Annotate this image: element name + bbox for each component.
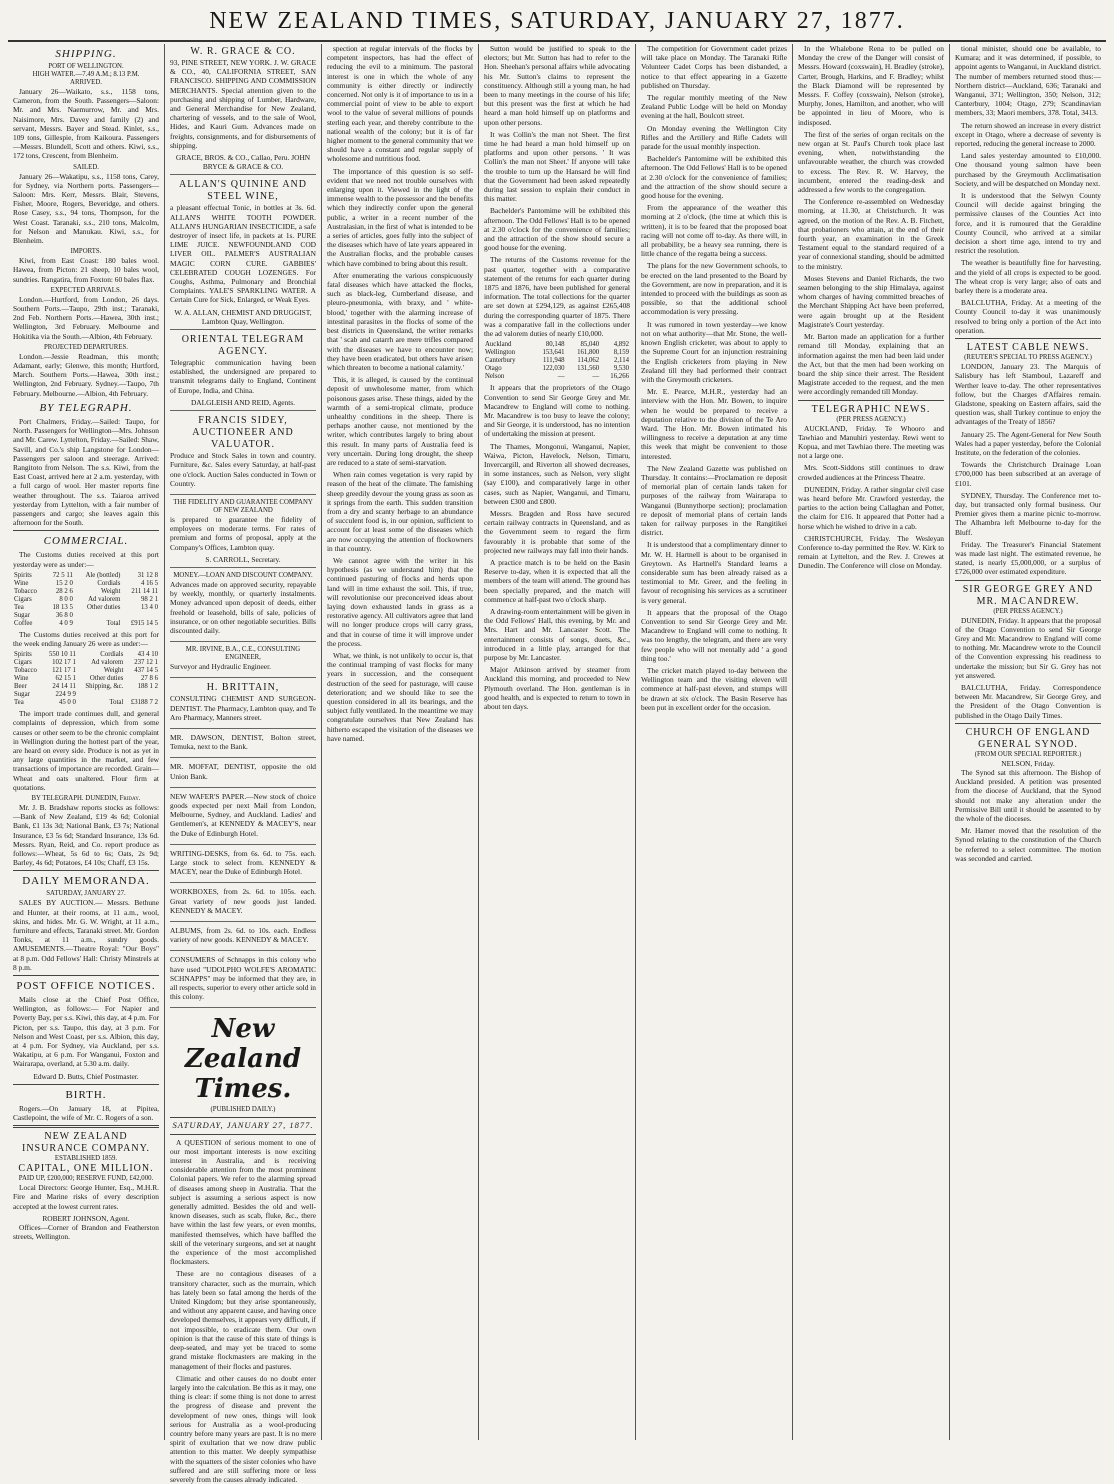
table-cell: 4 16 5: [141, 579, 158, 587]
telegraphic-news-source: (PER PRESS AGENCY.): [836, 415, 906, 423]
table-row: [13, 596, 159, 604]
insurance-text: Local Directors: George Hunter, Esq., M.H.R. Fire and Marine risks of every description accepted at the lowest current rates.: [13, 1183, 159, 1211]
memoranda-date: SATURDAY, JANUARY 27.: [46, 890, 126, 898]
divider: [955, 338, 1101, 339]
table-cell: 27 8 6: [141, 675, 158, 683]
ad-text: CONSULTING CHEMIST AND SURGEON-DENTIST. The Pharmacy, Lambton quay, and Te Aro Pharmacy, Manners street.: [170, 694, 316, 722]
table-row: [484, 373, 630, 381]
table-cell: —: [557, 373, 565, 381]
synod-heading: CHURCH OF ENGLAND GENERAL SYNOD.: [965, 726, 1091, 750]
article-paragraph: Mrs. Scott-Siddons still continues to draw crowded audiences at the Princess Theatre.: [798, 463, 944, 482]
table-cell: Tobacco: [14, 667, 37, 675]
table-cell: 98 2 1: [141, 595, 158, 603]
divider: [170, 1134, 316, 1135]
table-cell: 9,530: [613, 365, 629, 373]
advertisement-schnapps: [170, 953, 316, 1008]
article-paragraph: On Monday evening the Wellington City Rifles and the Artillery and Rifle Cadets will parade for the usual monthly inspection.: [641, 123, 787, 152]
imports-heading: IMPORTS.: [70, 248, 102, 256]
article-paragraph: Sutton would be justified to speak to the electors; but Mr. Sutton has had to refer to the Hon. Sheehan's personal affairs while advocating his Mr. Sutton's claims to represent the constituency. Although still a young man, he had been to many meetings in the course of his life; but this present was the first at which he had heard a man hold himself up on platforms and upon other persons.: [484, 44, 630, 127]
article-paragraph: The cricket match played to-day between the Wellington team and the visiting eleven will commence at half-past eleven, and stumps will be drawn at six o'clock. The Basin Reserve has been put in excellent order for the occasion.: [641, 666, 787, 712]
table-row: [13, 588, 159, 596]
table-cell: 24 14 11: [52, 683, 76, 691]
post-office-heading: POST OFFICE NOTICES.: [16, 980, 156, 993]
leader-date: SATURDAY, JANUARY 27, 1877.: [172, 1120, 314, 1131]
table-cell: —: [592, 373, 600, 381]
table-cell: Ad valorem: [88, 595, 121, 603]
article-paragraph: DUNEDIN, Friday. A rather singular civil case was heard before Mr. Crawford yesterday, the parties to the action being Callaghan and Potter, the claim for £16. It appeared that Potter had a horse which he wished to drive in a cab.: [798, 484, 944, 531]
customs-week-table: [13, 651, 159, 707]
synod-source: (FROM OUR SPECIAL REPORTER.): [974, 750, 1082, 758]
advertisement-wafers: [170, 790, 316, 845]
birth-heading: BIRTH.: [65, 1088, 107, 1101]
article-paragraph: The plans for the new Government schools, to be erected on the land presented to the Board by the Government, are now in preparation, and it is intended to proceed with the buildings as soon as possible, so that the additional school accommodation is very pressing.: [641, 261, 787, 317]
table-cell: 4 0 9: [59, 619, 73, 627]
article-paragraph: The returns of the Customs revenue for the past quarter, together with a comparative statement of the returns for each quarter during 1875 and 1876, have been published for general information. The total collections for the quarter are set down at £294,129, as against £265,408 during the corresponding quarter of 1875. There was a comparative fall in the collections under the ad valorem duties of nearly £10,000.: [484, 255, 630, 339]
table-cell: Tea: [14, 603, 24, 611]
ad-signature: DALGLEISH AND REID, Agents.: [190, 397, 296, 407]
article-paragraph: The first of the series of organ recitals on the new organ at St. Paul's Church took place last evening, when, notwithstanding the unfavourable weather, the church was crowded to excess. The Rev. R. W. Harvey, the incumbent, entered the reading-desk and addressed a few words to the congregation.: [798, 129, 944, 195]
ad-text: Surveyor and Hydraulic Engineer.: [170, 662, 271, 672]
insurance-agent: ROBERT JOHNSON, Agent.: [42, 1213, 130, 1223]
article-paragraph: The competition for Government cadet prizes will take place on Monday. The Taranaki Rifle Volunteer Cadet Corps has been disbanded, a notice to that effect appearing in a Gazette published on Thursday.: [641, 44, 787, 90]
table-cell: Weight: [103, 667, 124, 675]
table-cell: [121, 612, 159, 620]
column-4: [479, 44, 636, 1440]
projected-text: London.—Jessie Readman, this month; Adamant, early; Glenwe, this month; Hurtford, March. Southern Ports.—Hawea, 30th inst.; Wellington, 2nd February. Sydney.—Taupo, 7th February. Melbourne.—Albion, 4th February.: [13, 351, 159, 398]
article-paragraph: Major Atkinson arrived by steamer from Auckland this morning, and proceeded to New Plymouth overland. The Hon. gentleman is in good health, and is expected to return to town in about ten days.: [484, 665, 630, 711]
divider: [798, 400, 944, 401]
page-columns: [8, 44, 1106, 1484]
article-paragraph: spection at regular intervals of the flocks by competent inspectors, has had the effect of reducing the evil to a minimum. The pastoral interest is one in which the whole of any community is either directly or indirectly concerned. Not only is it of importance to us in a commercial point of view to be able to export wool to the value of several millions of pounds sterling each year, and thereby contribute to the national wealth of the colony; but it is of far higher moment to the general community that we should have a constant and regular supply of wholesome and nutritious food.: [327, 44, 473, 164]
advertisement-oriental-telegram: [170, 332, 316, 411]
table-cell: Weight: [100, 587, 121, 595]
leader-paragraph: A QUESTION of serious moment to one of our most important interests is now exciting interest in Australia, and is receiving considerable attention from the most prominent Colonial papers. We refer to the alarming spread of diseases among sheep in Australia. That the subject is assuming a serious aspect is now generally admitted. Besides the old and well-known diseases, such as scab, fluke, &c., there have within the last few years, or even months, manifested themselves, which have baffled the skill of the veterinary surgeons, and set at naught the experience of the most accomplished flockmasters.: [170, 1137, 316, 1267]
table-cell: 114,062: [577, 357, 600, 365]
column-2: [165, 44, 322, 1484]
ad-text: Produce and Stock Sales in town and country. Furniture, &c. Sales every Saturday, at half-past one o'clock. Auction Sales conducted in Town or Country.: [170, 451, 316, 488]
table-cell: 211 14 11: [131, 587, 158, 595]
column-1: [8, 44, 165, 1440]
commercial-heading: COMMERCIAL.: [43, 535, 129, 548]
insurance-capital: CAPITAL, ONE MILLION.: [18, 1163, 154, 1175]
article-paragraph: The Thames, Mongonui, Wanganui, Napier, Waiwa, Picton, Havelock, Nelson, Timaru, Invercargill, and Riverton all showed decreases, in some instances, such as Nelson, very slight (say £100), and comparatively large in other cases, such as Napier, Wanganui, and Timaru, between £300 and £800.: [484, 441, 630, 506]
table-row: [484, 341, 630, 349]
table-row: [13, 651, 159, 659]
article-paragraph: The importance of this question is so self-evident that we need not trouble ourselves with enlarging upon it. Viewed in the light of the immense wealth to the possessor and the benefits which they indirectly confer upon the general public, a writer in a recent number of the Australasian, in the first of what is intended to be a series of articles, goes fully into the subject of the diseases which have of late years appeared in the Australian flocks, and the probable causes which have combined to bring about this result.: [327, 166, 473, 268]
article-paragraph: In the Whalebone Rena to be pulled on Monday the crew of the Danger will consist of Messrs. Howard (coxswain), H. Bradley (stroke), Carter, Brough, Harkins, and F. Bradley; whilst the Black Diamond will be represented by Messrs. F. Coffey (coxswain), Nelson (stroke), Murphy, Jones, Hamilton, and another, who will be appointed in lieu of Moore, who is indisposed.: [798, 44, 944, 127]
market-text: The import trade continues dull, and general complaints of depression, which from some causes or other seem to be the chronic complaint in Wellington during the hottest part of the year, are heard on every side. Produce is not as yet in any large quantities in the market, and few transactions of importance are recorded. Grain—Wheat and oats unaltered. Flour firm at quotations.: [13, 709, 159, 792]
table-row: [484, 357, 630, 365]
table-cell: [124, 691, 159, 699]
insurance-paid-up: PAID UP, £200,000; RESERVE FUND, £42,000.: [18, 1175, 154, 1183]
table-cell: 8 0 0: [59, 595, 73, 603]
post-office-text: Mails close at the Chief Post Office, Wellington, as follows:— For Napier and Poverty Bay, per s.s. Kiwi, this day, at 4 p.m. For Picton, per s.s. Taupo, this day, at 3 p.m. For Nelson and West Coast, per s.s. Albion, this day, at 4 p.m. For Sydney, via Auckland, per s.s. Wakatipu, at 6 p.m. For Wanganui, Foxton and Wairarapa, overland, at 5.30 a.m. daily.: [13, 995, 159, 1069]
table-cell: 237 12 1: [134, 659, 158, 667]
sailed-text: January 26—Wakatipu, s.s., 1158 tons, Carey, for Sydney, via Northern ports. Passengers—Saloon: Mrs. Kerr, Messrs. Blair, Stevens, Fisher, Moore, Rogers, Beveridge, and others. Rose Casey, s.s., 94 tons, Thompson, for the West Coast. Taranaki, s.s., 210 tons, Malcolm, for Nelson and Manukau. Kiwi, s.s., for Blenheim.: [13, 171, 159, 246]
divider: [13, 870, 159, 871]
table-cell: 153,641: [542, 349, 565, 357]
table-cell: 188 1 2: [137, 683, 158, 691]
table-cell: Auckland: [485, 341, 512, 349]
ad-signature: S. CARROLL, Secretary.: [205, 554, 281, 564]
insurance-offices: Offices—Corner of Brandon and Featherston streets, Wellington.: [13, 1223, 159, 1242]
advertisement-albums: [170, 924, 316, 951]
ad-text: 93, PINE STREET, NEW YORK. J. W. GRACE & CO., 40, CALIFORNIA STREET, SAN FRANCISCO. SHIPPING AND COMMISSION MERCHANTS. Special attention given to the purchasing and shipping of Lumber, Hardware, and General Merchandise for New Zealand, chartering of vessels, and to the sale of Wool, Hides, and Kauri Gum. Advances made on freights, consignments, and for disbursements of shipping.: [170, 58, 316, 150]
table-row: [13, 580, 159, 588]
customs-revenue-table: [484, 341, 630, 381]
customs-table: [13, 572, 159, 628]
table-cell: 4,892: [613, 341, 629, 349]
table-row: [13, 675, 159, 683]
expected-text: London.—Hurtford, from London, 26 days. Southern Ports.—Taupo, 29th inst.; Taranaki, 2nd Feb. Northern Ports.—Hawea, 30th inst.; Wellington, 3rd February. Melbourne and Hokitika via the South.—Albion, 4th February.: [13, 294, 159, 341]
birth-text: Rogers.—On January 18, at Pipitea, Castlepoint, the wife of Mr. C. Rogers of a son.: [13, 1103, 159, 1123]
divider: [13, 530, 159, 531]
dunedin-heading: BY TELEGRAPH. DUNEDIN, Friday.: [31, 794, 141, 802]
table-row: [13, 691, 159, 699]
table-cell: 13 4 0: [141, 603, 158, 611]
column-5: [636, 44, 793, 1440]
port-line: PORT OF WELLINGTON.: [48, 63, 124, 70]
ad-heading: FRANCIS SIDEY, AUCTIONEER AND VALUATOR.: [192, 415, 294, 451]
table-row: [13, 667, 159, 675]
article-paragraph: Towards the Christchurch Drainage Loan £700,000 has been subscribed at an average of £101.: [955, 460, 1101, 488]
table-cell: 2,114: [613, 357, 629, 365]
expected-heading: EXPECTED ARRIVALS.: [50, 286, 122, 294]
article-paragraph: A drawing-room entertainment will be given in the Odd Fellows' Hall, this evening, by Mr. and Mrs. Hart and Mr. Lancaster Scott. The entertainment consists of songs, duets, &c., introduced in a little play, arranged for that purpose by Mr. Lancaster.: [484, 606, 630, 662]
ad-text: WORKBOXES, from 2s. 6d. to 105s. each. Great variety of new goods just landed. KENNEDY & MACEY.: [170, 887, 316, 915]
published-daily: (PUBLISHED DAILY.): [210, 1106, 276, 1114]
advertisement-sidey: [170, 413, 316, 495]
article-paragraph: BALCLUTHA, Friday. At a meeting of the County Council to-day it was unanimously resolved to bring only a portion of the Act into operation.: [955, 298, 1101, 335]
newspaper-nameplate: New Zealand Times.: [184, 1014, 302, 1105]
table-cell: Spirits: [14, 651, 32, 659]
advertisement-workboxes: [170, 885, 316, 922]
ad-signature: W. A. ALLAN, CHEMIST AND DRUGGIST, Lambton Quay, Wellington.: [174, 307, 312, 326]
arrived-heading: ARRIVED.: [70, 79, 102, 86]
projected-heading: PROJECTED DEPARTURES.: [44, 343, 128, 351]
table-row: [13, 699, 159, 707]
ad-heading: ALLAN'S QUININE AND STEEL WINE,: [178, 179, 307, 203]
leader-paragraph: These are no contagious diseases of a transitory character, such as the murrain, which has lately been so fatal among the herds of the United Kingdom; but they arise spontaneously, and without any apparent cause, and having once developed themselves, it appears very difficult, if not impossible, to eradicate them. Our own opinion is that the cause of this state of things is deep-seated, and may yet be traced to some grand mistake flockmasters are making in the management of their flocks and pastures.: [170, 1269, 316, 1371]
article-paragraph: Mr. Barton made an application for a further remand till Monday, explaining that an information against the men had been laid under the Act, but that the men had been working on board the ship since their arrest. The Resident Magistrate acceded to the request, and the men were accordingly remanded till Monday.: [798, 332, 944, 397]
ad-heading: H. BRITTAIN,: [206, 682, 280, 694]
grey-macandrew-heading: SIR GEORGE GREY AND MR. MACANDREW.: [962, 583, 1094, 607]
article-paragraph: A practice match is to be held on the Basin Reserve to-day, when it is expected that all the members of the team will attend. The ground has been specially prepared, and the match will commence at half-past two o'clock sharp.: [484, 557, 630, 604]
article-paragraph: Land sales yesterday amounted to £10,000. One thousand young salmon have been purchased by the Greymouth Acclimatisation Society, and will be despatched on Monday next.: [955, 151, 1101, 188]
table-cell: Ad valorem: [91, 659, 124, 667]
table-cell: 102 17 1: [52, 659, 76, 667]
table-cell: Wine: [14, 675, 29, 683]
article-paragraph: It was Collin's the man not Sheet. The first time he had heard a man hold himself up on platforms and upon other persons. ' It was Collin's the man not Sheet.' If anyone will take the trouble to turn up the Hansard he will find that the Government had been asked repeatedly during last session to explain their conduct in this matter.: [484, 129, 630, 204]
table-cell: Tobacco: [14, 587, 37, 595]
table-cell: 15 2 0: [55, 579, 73, 587]
synod-dateline: NELSON, Friday.: [1001, 758, 1055, 768]
table-row: [13, 604, 159, 612]
table-cell: Cigars: [14, 595, 32, 603]
table-cell: Ale (bottled): [85, 571, 121, 579]
table-row: [13, 683, 159, 691]
article-paragraph: SYDNEY, Thursday. The Conference met to-day, but transacted only formal business. Our Premier gives them a marine picnic to-morrow. The Alhambra left Melbourne to-day for the Bluff.: [955, 490, 1101, 537]
ad-signature: GRACE, BROS. & CO., Callao, Peru. JOHN BRYCE & GRACE & CO.: [175, 153, 311, 172]
leader-paragraph: Climatic and other causes do no doubt enter largely into the calculation. Be this as it may, one thing is clear: if some thing is not done to arrest the progress of disease and prevent the development of new ones, things will look serious for Australia as a wool-producing country before many years are past. It is no mere spirit of exultation that we now draw public attention to this matter. We deeply sympathise with the squatters of the sister colonies who have suffered and are still suffering more or less severely from the causes already indicated.: [170, 1373, 316, 1484]
table-cell: 18 13 5: [52, 603, 73, 611]
table-cell: Sugar: [14, 691, 30, 699]
table-cell: Nelson: [485, 373, 505, 381]
article-paragraph: tional minister, should one be available, to Kumara; and it was determined, if possible, to appoint agents to Wanganui, in Auckland district. The number of members returned stood thus:—Northern district—Auckland, 636; Taranaki and Wanganui, 371; Wellington, 350; Nelson, 312; Canterbury, 1004; Otago, 279; Scandinavian members, 33; Maori members, 378. Total, 3413.: [955, 44, 1101, 118]
table-cell: Beer: [14, 683, 27, 691]
article-paragraph: LONDON, January 23. The Marquis of Salisbury has left Stamboul, Lazareff and Werther leave to-day. The other representatives follow, but the Charges d'Affaires remain. Gladstone, speaking on Eastern affairs, said the question was, shall Turkey continue to enjoy the advantages of the Treaty of 1856?: [955, 362, 1101, 427]
advertisement-grace: [170, 44, 316, 175]
table-cell: 161,800: [577, 349, 600, 357]
table-cell: Other duties: [87, 603, 121, 611]
table-cell: Canterbury: [485, 357, 516, 365]
postmaster-signature: Edward D. Butts, Chief Postmaster.: [33, 1071, 139, 1081]
divider: [13, 1125, 159, 1128]
article-paragraph: Messrs. Bragden and Ross have secured certain railway contracts in Queensland, and as the Government seem to regard the firm favourably it is probable that some of the projected new railways may fall into their hands.: [484, 508, 630, 555]
table-cell: 111,948: [542, 357, 565, 365]
article-paragraph: After enumerating the various conspicuously fatal diseases which have attacked the flocks, such as black-leg, Cumberland disease, and pleuro-pneumonia, with braxy, and ' white-blood,' together with the alarming increase of intestinal parasites in the flocks of some of the best districts in Queensland, the writer remarks that ' scab and catarrh are mere trifles compared with the diseases we have to encounter now; they have been eradicated, but others have arisen which threaten to become a national calamity.': [327, 270, 473, 372]
ad-text: MR. DAWSON, DENTIST, Bolton street, Temuka, next to the Bank.: [170, 732, 316, 752]
advertisement-moffat: [170, 760, 316, 787]
table-cell: Cigars: [14, 659, 32, 667]
article-paragraph: The Conference re-assembled on Wednesday morning, at 11.30, at Christchurch. It was agreed, on the motion of the Rev. A. B. Fitchett, that probationers who attain, at the end of their fourth year, an examination in the Greek Testament equal to the standard required of a year of connexional standing, should be admitted to the ministry.: [798, 197, 944, 271]
advertisement-dawson: [170, 731, 316, 758]
article-paragraph: The weather is beautifully fine for harvesting, and the yield of all crops is expected to be good. The wheat crop is very large; also of oats and barley there is a moderate area.: [955, 258, 1101, 296]
table-cell: Sugar: [14, 611, 30, 619]
telegraph-text: Port Chalmers, Friday.—Sailed: Taupo, for North. Passengers for Wellington—Mrs. Johnson and Mr. Carew. Lyttelton, Friday.—Sailed: Shaw, Savill, and Co.'s ship Langstone for London—Passengers per saloon and steerage. Arrived: Rangitoto from Nelson. The s.s. Kiwi, from the East Coast, arrived here at 2 a.m. yesterday, with a full cargo of wool. Her master reports fine weather throughout. The s.s. Taiaroa arrived yesterday from Lyttelton, with a fair number of passengers and cargo; she leaves again this afternoon for the South.: [13, 416, 159, 528]
ad-heading: W. R. GRACE & CO.: [190, 46, 296, 57]
table-cell: 31 12 8: [137, 571, 158, 579]
cable-news-heading: LATEST CABLE NEWS.: [966, 342, 1090, 354]
table-cell: Other duties: [89, 675, 124, 683]
ad-text: is prepared to guarantee the fidelity of employees on moderate terms. For rates of premium and forms of proposal, apply at the Company's Offices, Lambton quay.: [170, 514, 316, 552]
column-6: [793, 44, 950, 1440]
article-paragraph: When rain comes vegetation is very rapid by reason of the heat of the climate. The famishing sheep greedily devour the young grass as soon as it springs from the earth. This sudden transition from a dry and scanty herbage to an abundance of succulent food is, in our opinion, sufficient to account for at least some of the diseases which are now occupying the attention of flockowners in that country.: [327, 470, 473, 553]
table-cell: Cordials: [100, 651, 124, 659]
article-paragraph: It appears that the proprietors of the Otago Convention to send Sir George Grey and Mr. Macandrew to England will come to nothing. Mr. Macandrew is too busy to leave the colony; and Sir George, it is understood, has no intention of undertaking the mission at present.: [484, 383, 630, 439]
table-cell: 550 10 11: [49, 651, 76, 659]
masthead: NEW ZEALAND TIMES, SATURDAY, JANUARY 27, 1877.: [209, 8, 905, 34]
article-paragraph: AUCKLAND, Friday. Te Whooro and Tawhiao and Manuhiri yesterday. Rewi went to Kopua, and met Tawhiao there. The meeting was not a large one.: [798, 423, 944, 461]
table-cell: 80,148: [545, 341, 565, 349]
memoranda-text: SALES BY AUCTION.— Messrs. Bethune and Hunter, at their rooms, at 11 a.m., wool, skins, and hides. Mr. G. W. Wright, at 11 a.m., furniture and effects, Taranaki street. Mr. Gordon Tonks, at 11 a.m., sundry goods. AMUSEMENTS.—Theatre Royal: "Our Boys" at 8 p.m. Odd Fellows' Hall: Christy Minstrels at 8 p.m.: [13, 898, 159, 972]
table-row: [13, 572, 159, 580]
article-paragraph: From the appearance of the weather this morning at 2 o'clock, (the time at which this is written), it is to be feared that the proposed boat racing will not come off to-day. As there will, in all probability, be a heavy sea running, there is little chance of the regatta being a success.: [641, 203, 787, 259]
customs-intro: The Customs duties received at this port yesterday were as under:—: [13, 550, 159, 569]
table-cell: Shipping, &c.: [85, 683, 124, 691]
article-paragraph: CHRISTCHURCH, Friday. The Wesleyan Conference to-day permitted the Rev. W. Kirk to remain at Lyttelton, and the Rev. J. Crewes at Dunedin. The Conference will close on Monday.: [798, 533, 944, 571]
table-cell: [77, 691, 124, 699]
article-paragraph: BALCLUTHA, Friday. Correspondence between Mr. Macandrew, Sir George Grey, and the President of the Otago Convention is published in the Otago Daily Times.: [955, 682, 1101, 720]
table-cell: Wellington: [485, 349, 516, 357]
masthead-rule: [8, 40, 1106, 42]
table-cell: 62 15 1: [55, 675, 76, 683]
telegraph-heading: BY TELEGRAPH.: [39, 401, 133, 414]
advertisement-money: [170, 570, 316, 642]
table-cell: 8,159: [613, 349, 629, 357]
article-paragraph: The Synod sat this afternoon. The Bishop of Auckland presided. A petition was presented from the diocese of Auckland, that the Synod should not make any alteration under the Permissive Bill until it should be assented to by the whole of the dioceses.: [955, 768, 1101, 824]
table-cell: Otago: [485, 365, 502, 373]
table-row: [484, 349, 630, 357]
advertisement-writing-desks: [170, 847, 316, 884]
table-row: [13, 620, 159, 628]
divider: [170, 1117, 316, 1118]
ad-heading: ORIENTAL TELEGRAM AGENCY.: [181, 334, 305, 358]
ad-heading: THE FIDELITY AND GUARANTEE COMPANY OF NEW ZEALAND: [173, 498, 313, 514]
table-cell: 121 17 1: [52, 667, 76, 675]
table-row: [484, 365, 630, 373]
ad-heading: MR. IRVINE, B.A., C.E., CONSULTING ENGINEER,: [185, 646, 301, 662]
ad-text: NEW WAFER'S PAPER.—New stock of choice goods expected per next Mail from London, Melbourne, Sydney, and Auckland. Ladies' and Gentlemen's, at KENNEDY & MACEY'S, near the Duke of Edinburgh Hotel.: [170, 791, 316, 838]
table-cell: 437 14 5: [134, 667, 158, 675]
cable-news-source: (REUTER'S SPECIAL TO PRESS AGENCY.): [964, 354, 1092, 362]
divider: [955, 723, 1101, 724]
table-cell: 224 9 9: [55, 691, 76, 699]
advertisement-irvine: [170, 644, 316, 678]
table-cell: 131,560: [577, 365, 600, 373]
ad-heading: MONEY.—LOAN AND DISCOUNT COMPANY.: [173, 571, 313, 579]
insurance-title: NEW ZEALAND INSURANCE COMPANY.: [21, 1131, 151, 1155]
dunedin-text: Mr. J. B. Bradshaw reports stocks as follows:—Bank of New Zealand, £19 4s 6d; Colonial Bank, £1 13s 3d; National Bank, £3 7s; National Insurance, £3 5s 6d; Standard Insurance, 13s 6d. Messrs. Ryan, Reid, and Co. report produce as follows:—Wheat, 5s 6d to 6s; Oats, 2s 9d; Barley, 4s 6d; Potatoes, £4 10s; Chaff, £3 15s.: [13, 802, 159, 868]
table-cell: £3188 7 2: [130, 699, 158, 707]
ad-text: WRITING-DESKS, from 6s. 6d. to 75s. each. Large stock to select from. KENNEDY & MACEY, near the Duke of Edinburgh Hotel.: [170, 848, 316, 877]
table-cell: [74, 612, 122, 620]
insurance-established: ESTABLISHED 1859.: [54, 1155, 118, 1163]
article-paragraph: DUNEDIN, Friday. It appears that the proposal of the Otago Convention to send Sir George Grey and Mr. Macandrew to England will come to nothing. Mr. Macandrew wrote to the Council of the Convention expressing his readiness to undertake the mission; but Sir G. Grey has not yet answered.: [955, 615, 1101, 680]
table-cell: Total: [109, 699, 124, 707]
memoranda-heading: DAILY MEMORANDA.: [22, 875, 150, 888]
article-paragraph: It is understood that the Selwyn County Council will decide against bringing the permissive clauses of the Counties Act into force, and it is rumoured that the Geraldine County Council, who arrived at a similar decision a short time ago, intend to try and restrict the resolution.: [955, 191, 1101, 256]
table-cell: Total: [106, 619, 121, 627]
table-row: [13, 659, 159, 667]
table-cell: Coffee: [14, 619, 33, 627]
ad-text: Telegraphic communication having been established, the undersigned are prepared to transmit telegrams daily to England, Continent of Europe, India, and China.: [170, 358, 316, 395]
shipping-heading: SHIPPING.: [55, 48, 117, 60]
tides-line: HIGH WATER.—7.49 A.M.; 8.13 P.M.: [32, 71, 140, 78]
article-paragraph: Mr. E. Pearce, M.H.R., yesterday had an interview with the Hon. Mr. Bowen, to inquire when he would be prepared to receive a deputation relative to the division of the Te Aro Ward. The Hon. Mr. Bowen intimated his willingness to receive a deputation at any time this week that might be convenient to those interested.: [641, 387, 787, 461]
table-cell: Wine: [14, 579, 29, 587]
table-cell: Tea: [14, 699, 24, 707]
advertisement-fidelity: [170, 497, 316, 568]
table-cell: 72 5 11: [52, 571, 73, 579]
article-paragraph: What, we think, is not unlikely to occur is, that the continual tramping of vast flocks for many years in succession, and the consequent destruction of the seed for pasturage, will cause deterioration; and we should like to see the question considered in all its bearings, and the subject fully ventilated. In the meantime we may congratulate ourselves that New Zealand has hitherto escaped the visitation of the diseases we have named.: [327, 651, 473, 743]
advertisement-brittain: [170, 680, 316, 729]
article-paragraph: Friday. The Treasurer's Financial Statement was made last night. The estimated revenue, he stated, is nearly £5,000,000, or a surplus of £726,000 over estimated expenditure.: [955, 539, 1101, 577]
sailed-heading: SAILED.: [73, 163, 99, 171]
article-paragraph: The regular monthly meeting of the New Zealand Public Lodge will be held on Monday evening at the hall, Boulcott street.: [641, 93, 787, 121]
customs-intro-week: The Customs duties received at this port for the week ending January 26 were as under:—: [13, 629, 159, 648]
article-paragraph: It was rumored in town yesterday—we know not on what authority—that Mr. Stone, the well-known English cricketer, was about to apply to the Supreme Court for an injunction restraining the English cricketers from playing in New Zealand till they had performed their contract with the Greymouth cricketers.: [641, 319, 787, 384]
article-paragraph: January 25. The Agent-General for New South Wales had a paper yesterday, before the Colonial Institute, on the federation of the colonies.: [955, 429, 1101, 457]
table-cell: 122,030: [542, 365, 565, 373]
article-paragraph: The return showed an increase in every district except in Otago, where a decrease of seventy is reported, reducing the general increase to 2000.: [955, 120, 1101, 149]
article-paragraph: It appears that the proposal of the Otago Convention to send Sir George Grey and Mr. Macandrew to England will come to nothing. It was too lengthy, the telegram, and there are very few people who will not mentally add ' a good thing too.': [641, 607, 787, 663]
ad-text: MR. MOFFAT, DENTIST, opposite the old Union Bank.: [170, 762, 316, 781]
article-paragraph: It is understood that a complimentary dinner to Mr. W. H. Hartnell is about to be organised in Greytown. As Hartnell's Standard learns a considerable sum has been already raised as a testimonial to Mr. Greer, and the feeling in favour of recognising his services as a scrutineer is very general.: [641, 540, 787, 605]
divider: [13, 1084, 159, 1085]
grey-macandrew-source: (PER PRESS AGENCY.): [993, 607, 1063, 615]
ad-text: Advances made on approved security, repayable by weekly, monthly, or quarterly instalments. Money advanced upon deposit of deeds, either freehold or leasehold, bills of sale, policies of insurance, or on other negotiable securities. Bills discounted daily.: [170, 579, 316, 635]
article-paragraph: Bachelder's Pantomime will be exhibited this afternoon. The Odd Fellows' Hall is to be opened at 2.30 o'clock for the convenience of families; and the attraction of the show should secure a good house for the evening.: [484, 206, 630, 253]
ad-text: CONSUMERS of Schnapps in this colony who have used "UDOLPHO WOLFE'S AROMATIC SCHNAPPS" may be informed that they are, in all respects, superior to every other article sold in this colony.: [170, 955, 316, 1002]
imports-text: Kiwi, from East Coast: 180 bales wool. Hawea, from Picton: 21 sheep, 10 bales wool, sundries. Rangatira, from Foxton: 60 bales flax.: [13, 256, 159, 284]
table-cell: Spirits: [14, 571, 32, 579]
telegraphic-news-heading: TELEGRAPHIC NEWS.: [811, 403, 931, 415]
column-3: [322, 44, 479, 1440]
table-cell: £915 14 5: [130, 619, 158, 627]
table-row: [13, 612, 159, 620]
article-paragraph: We cannot agree with the writer in his hypothesis (as we understand him) that the continued pasturing of flocks and herds upon land will in time exhaust the soil. This, if true, will revolutionise our preconceived ideas about laying down exhausted lands in grass as a restorative agency. All cultivators agree that land will no longer produce crops will carry grass, and that in course of time it will improve under the process.: [327, 555, 473, 648]
table-cell: 28 2 6: [55, 587, 73, 595]
article-paragraph: Moses Stevens and Daniel Richards, the two seamen belonging to the ship Himalaya, against whom charges of having committed breaches of the Merchant Shipping Act have been preferred, were again brought up at the Resident Magistrate's Court yesterday.: [798, 273, 944, 329]
table-cell: 85,040: [580, 341, 600, 349]
article-paragraph: This, it is alleged, is caused by the continual deposit of unwholesome matter, from which poisonous gases arise. These things, aided by the warmth of a semi-tropical climate, produce unhealthy conditions in the sheep. There is perhaps another cause, not mentioned by the writer, which contributes largely to bring about this result. In many parts of Australia feed is very uncertain. During long drought, the sheep are reduced to a state of semi-starvation.: [327, 375, 473, 467]
ad-text: ALBUMS, from 2s. 6d. to 10s. each. Endless variety of new goods. KENNEDY & MACEY.: [170, 926, 316, 945]
divider: [13, 975, 159, 976]
column-7: [950, 44, 1106, 1440]
article-paragraph: Bachelder's Pantomime will be exhibited this afternoon. The Odd Fellows' Hall is to be opened at 2.30 o'clock for the convenience of families; and the attraction of the show should secure a good house for the evening.: [641, 154, 787, 201]
table-cell: 45 0 0: [58, 699, 76, 707]
advertisement-allan: [170, 177, 316, 330]
table-cell: 16,266: [610, 373, 629, 381]
article-paragraph: Mr. Hamer moved that the resolution of the Synod relating to the constitution of the Church be referred to a select committee. The motion was seconded and carried.: [955, 826, 1101, 863]
table-cell: 43 4 10: [137, 651, 158, 659]
arrived-text: January 26—Waikato, s.s., 1158 tons, Cameron, from the South. Passengers—Saloon: Mr. and Mrs. Naemurrow, Mr. and Mrs. Naisimore, Mrs. Davey and family (2) and servant, Messrs. Bayer and Stead. Kinlet, s.s., 109 tons, Gillespie, from Kaikoura. Passengers—Messrs. Blundell, Scott and others. Kiwi, s.s., 172 tons, Crescent, from Blenheim.: [13, 87, 159, 161]
ad-text: a pleasant effectual Tonic, in bottles at 3s. 6d. ALLAN'S WHITE TOOTH POWDER. ALLAN'S HUNGARIAN INSECTICIDE, a safe destroyer of insect life, in packets at 1s. PURE LIME JUICE. NEWFOUNDLAND COD LIVER OIL. PALMER'S AUSTRALIAN MAGIC CORN CURE. GABBIES' CELEBRATED COUGH LOZENGES. For Coughs, Asthma, Pulmonary and Bronchial Complaints. YALE'S SPARKLING WATER. A Certain Cure for Sick, Enlarged, or Weak Eyes.: [170, 203, 316, 305]
table-cell: Cordials: [97, 579, 121, 587]
divider: [955, 580, 1101, 581]
article-paragraph: The New Zealand Gazette was published on Thursday. It contains:—Proclamation re deposit of memorial plan of certain lands taken for purposes of the railway from Wairarapa to Wanganui (Bunnythorpe section); proclamation re deposit of memorial plans of certain lands taken for railway purposes in the Rangitikei district.: [641, 463, 787, 538]
table-cell: 36 8 0: [55, 611, 73, 619]
